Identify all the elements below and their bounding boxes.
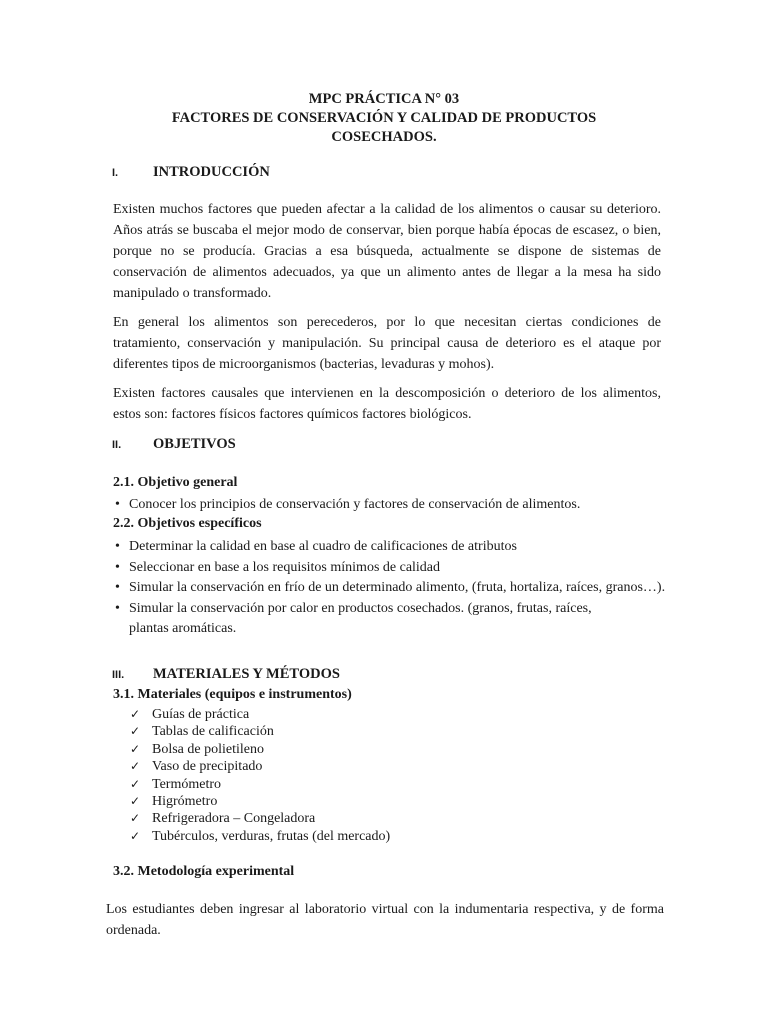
checkmark-icon: ✓ xyxy=(130,741,141,756)
intro-paragraph-1: Existen muchos factores que pueden afectar a la calidad de los alimentos o causar su deterioro. Años atrás se buscaba el mejor modo de conservar, bien porque había épocas de escasez, o bien, porque no se producía. Gracias a esa búsqueda, actualmente se dispone de sistemas de conservación de alimentos adecuados, ya que un alimento antes de llegar a la mesa ha sido manipulado o transformado. xyxy=(113,202,661,301)
title-line-3: COSECHADOS. xyxy=(331,129,437,145)
intro-paragraph-3: Existen factores causales que intervienen en la descomposición o deterioro de los alimentos, estos son: factores físicos factores químicos factores biológicos. xyxy=(113,386,661,422)
title-line-1: MPC PRÁCTICA N° 03 xyxy=(308,91,460,107)
methodology-paragraph: Los estudiantes deben ingresar al laboratorio virtual con la indumentaria respectiva, y de forma ordenada. xyxy=(106,902,664,938)
section-title: OBJETIVOS xyxy=(153,436,236,452)
section-number: II. xyxy=(112,439,122,451)
title-line-2: FACTORES DE CONSERVACIÓN Y CALIDAD DE PRODUCTOS xyxy=(171,110,597,126)
list-item xyxy=(113,495,713,516)
specific-objectives-list xyxy=(113,537,713,640)
materials-list xyxy=(130,706,390,845)
list-item xyxy=(130,828,390,845)
checkmark-icon: ✓ xyxy=(130,724,141,739)
bullet-icon: • xyxy=(115,497,120,512)
list-item-text: Simular la conservación en frío de un determinado alimento, (fruta, hortaliza, raíces, granos…). xyxy=(129,580,666,595)
list-item xyxy=(130,723,390,740)
checkmark-icon: ✓ xyxy=(130,811,141,826)
list-item xyxy=(130,758,390,775)
section-number: III. xyxy=(112,669,125,681)
subheading-objetivo-general: 2.1. Objetivo general xyxy=(113,475,238,490)
list-item xyxy=(113,599,713,620)
list-item xyxy=(130,810,390,827)
list-item-text: Tablas de calificación xyxy=(152,724,274,740)
list-item-text: Refrigeradora – Congeladora xyxy=(152,811,316,827)
section-title: INTRODUCCIÓN xyxy=(153,164,270,180)
list-item-continuation xyxy=(113,619,713,640)
list-item-text: Vaso de precipitado xyxy=(152,759,263,775)
list-item xyxy=(130,741,390,758)
section-heading-introduccion xyxy=(112,164,270,181)
bullet-icon: • xyxy=(115,559,120,575)
intro-paragraph-2: En general los alimentos son perecederos, por lo que necesitan ciertas condiciones de tratamiento, conservación y manipulación. Su principal causa de deterioro es el ataque por diferentes tipos de microorganismos (bacterias, levaduras y mohos). xyxy=(113,315,661,372)
list-item xyxy=(130,776,390,793)
list-item-text: Guías de práctica xyxy=(152,707,250,722)
subheading-metodologia: 3.2. Metodología experimental xyxy=(113,864,295,879)
section-heading-materiales-metodos xyxy=(112,666,340,683)
section-title: MATERIALES Y MÉTODOS xyxy=(153,666,340,682)
general-objectives-list xyxy=(113,495,713,516)
checkmark-icon: ✓ xyxy=(130,794,141,809)
list-item-text: Tubérculos, verduras, frutas (del mercado) xyxy=(152,828,391,844)
list-item-text: Seleccionar en base a los requisitos mínimos de calidad xyxy=(129,559,441,575)
list-item-text: Determinar la calidad en base al cuadro de calificaciones de atributos xyxy=(129,539,517,554)
bullet-icon: • xyxy=(115,600,120,616)
list-item xyxy=(113,578,713,599)
list-item xyxy=(130,793,390,810)
subheading-objetivos-especificos: 2.2. Objetivos específicos xyxy=(113,516,262,531)
checkmark-icon: ✓ xyxy=(130,707,141,721)
checkmark-icon: ✓ xyxy=(130,828,141,843)
section-number: I. xyxy=(112,167,119,179)
subheading-materiales: 3.1. Materiales (equipos e instrumentos) xyxy=(113,687,352,702)
document-title xyxy=(0,90,768,147)
checkmark-icon: ✓ xyxy=(130,776,141,791)
list-item-text: Termómetro xyxy=(152,776,221,792)
list-item-text: plantas aromáticas. xyxy=(129,621,237,636)
list-item xyxy=(113,558,713,579)
section-heading-objetivos xyxy=(112,436,236,453)
checkmark-icon: ✓ xyxy=(130,759,141,774)
list-item-text: Simular la conservación por calor en productos cosechados. (granos, frutas, raíces, xyxy=(129,600,592,616)
bullet-icon: • xyxy=(115,539,120,554)
list-item xyxy=(113,537,713,558)
list-item-text: Conocer los principios de conservación y factores de conservación de alimentos. xyxy=(129,497,581,512)
list-item-text: Bolsa de polietileno xyxy=(152,741,264,757)
bullet-icon: • xyxy=(115,580,120,595)
list-item-text: Higrómetro xyxy=(152,794,218,810)
list-item xyxy=(130,706,390,723)
